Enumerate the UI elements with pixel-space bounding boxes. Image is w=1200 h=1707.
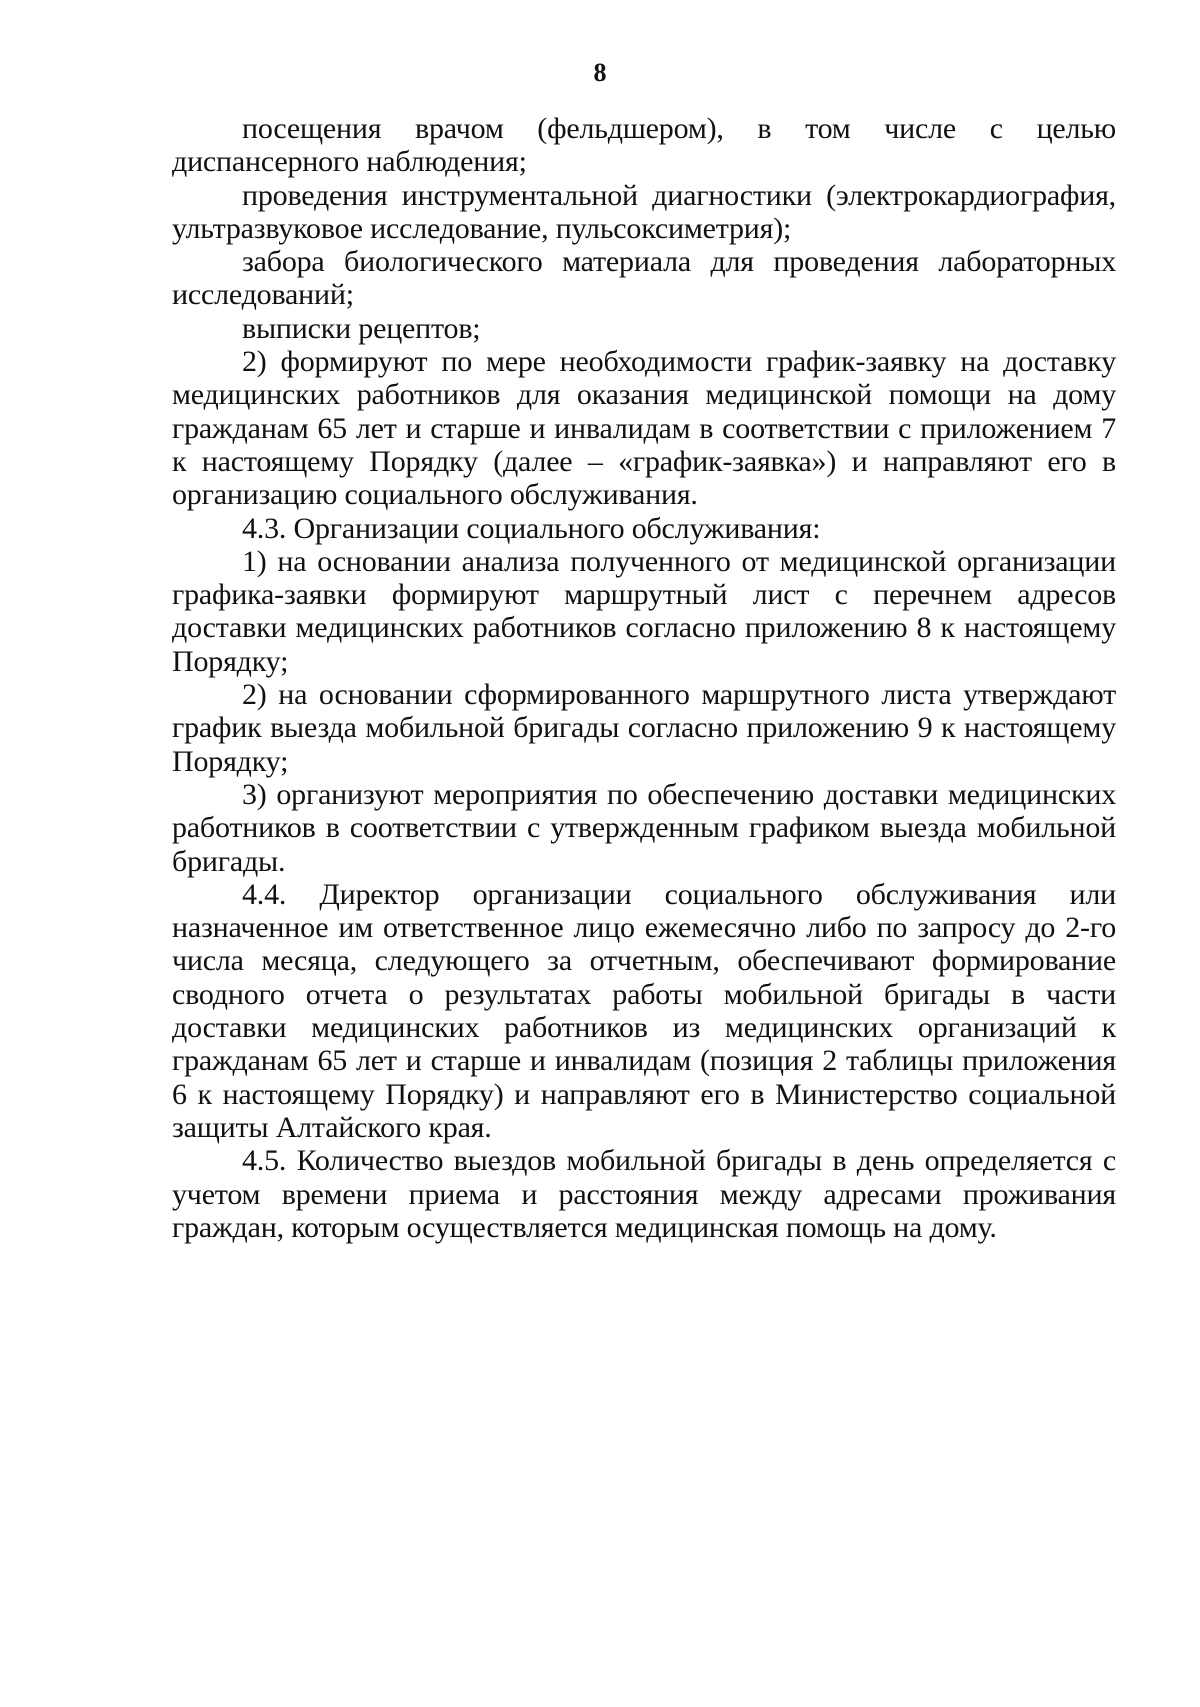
- paragraph: 4.4. Директор организации социального обслуживания или назначенное им ответственное лицо ежемесячно либо по запросу до 2-го числа месяца, следующего за отчетным, обеспечивают формирование сводного отчета о результатах работы мобильной бригады в части доставки медицинских работников из медицинских организаций к гражданам 65 лет и старше и инвалидам (позиция 2 таблицы приложения 6 к настоящему Порядку) и направляют его в Министерство социальной защиты Алтайского края.: [172, 877, 1116, 1144]
- document-body: [172, 112, 1116, 1244]
- paragraph: 4.5. Количество выездов мобильной бригады в день определяется с учетом времени приема и расстояния между адресами проживания граждан, которым осуществляется медицинская помощь на дому.: [172, 1144, 1116, 1244]
- paragraph: 2) формируют по мере необходимости график-заявку на доставку медицинских работников для оказания медицинской помощи на дому гражданам 65 лет и старше и инвалидам в соответствии с приложением 7 к настоящему Порядку (далее – «график-заявка») и направляют его в организацию социального обслуживания.: [172, 345, 1116, 512]
- paragraph: 2) на основании сформированного маршрутного листа утверждают график выезда мобильной бригады согласно приложению 9 к настоящему Порядку;: [172, 678, 1116, 778]
- page-number: 8: [593, 58, 607, 87]
- paragraph: 3) организуют мероприятия по обеспечению доставки медицинских работников в соответствии с утвержденным графиком выезда мобильной бригады.: [172, 777, 1116, 878]
- paragraph: выписки рецептов;: [242, 311, 481, 345]
- paragraph: забора биологического материала для проведения лабораторных исследований;: [172, 245, 1116, 312]
- paragraph: проведения инструментальной диагностики (электрокардиография, ультразвуковое исследование, пульсоксиметрия);: [172, 178, 1116, 245]
- paragraph: 4.3. Организации социального обслуживания:: [242, 511, 821, 545]
- paragraph: посещения врачом (фельдшером), в том числе с целью диспансерного наблюдения;: [172, 112, 1116, 179]
- paragraph: 1) на основании анализа полученного от медицинской организации графика-заявки формируют маршрутный лист с перечнем адресов доставки медицинских работников согласно приложению 8 к настоящему Порядку;: [172, 544, 1116, 678]
